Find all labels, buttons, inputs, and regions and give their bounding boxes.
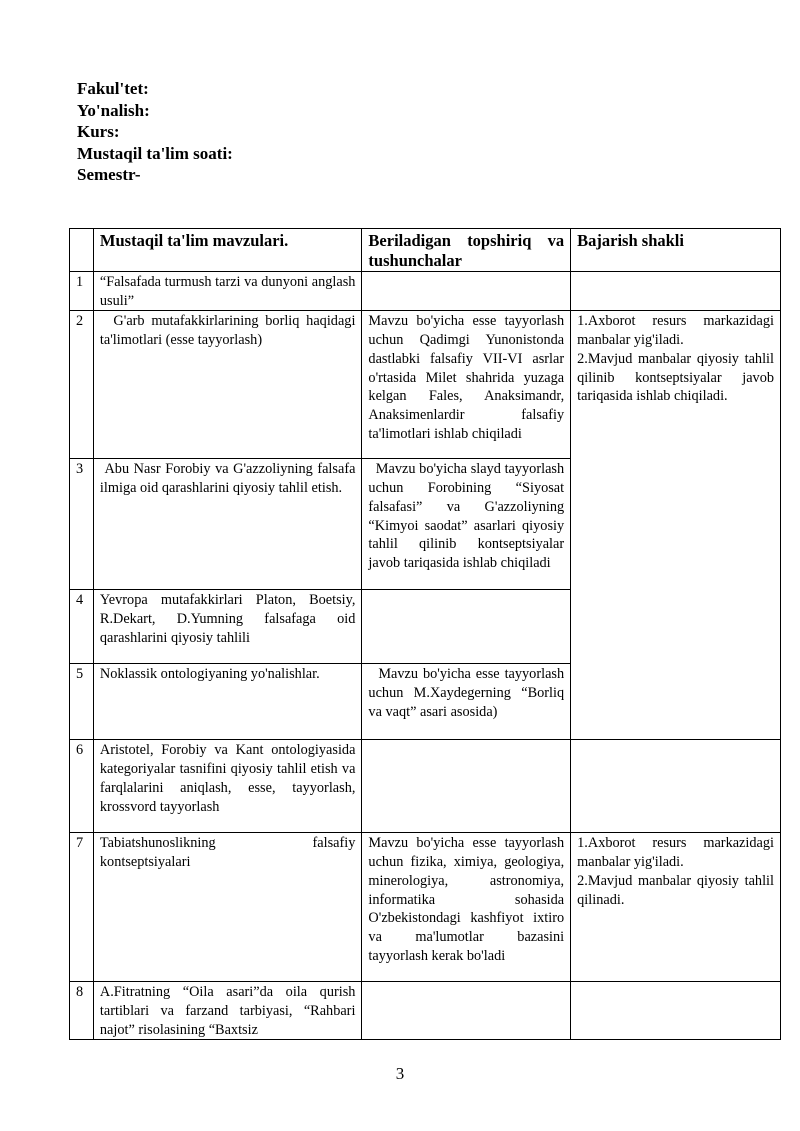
header-number: [70, 229, 94, 272]
row-task: Mavzu bo'yicha esse tayyorlash uchun M.Xaydegerning “Borliq va vaqt” asari asosida): [362, 664, 571, 740]
form-line: 2.Mavjud manbalar qiyosiy tahlil qilinib kontseptsiyalar javob tariqasida ishlab chiqiladi.: [577, 350, 774, 405]
row-topic: Noklassik ontologiyaning yo'nalishlar.: [93, 664, 362, 740]
semester-label: Semestr-: [77, 165, 141, 184]
row-form-group-a: [571, 311, 781, 740]
form-line: 1.Axborot resurs markazidagi manbalar yig'iladi.: [577, 313, 774, 349]
row-topic-text: A.Fitratning “Oila asari”da oila qurish tartiblari va farzand tarbiyasi, “Rahbari najot” risolasining “Baxtsiz: [99, 984, 356, 1038]
row-form-empty: [571, 272, 781, 311]
row-topic: Yevropa mutafakkirlari Platon, Boetsiy, R.Dekart, D.Yumning falsafaga oid qarashlarini qiyosiy tahlili: [93, 590, 362, 664]
row-number: 8: [70, 982, 94, 1040]
faculty-label: Fakul'tet:: [77, 79, 149, 98]
row-form-group-b: [571, 833, 781, 982]
row-topic: “Falsafada turmush tarzi va dunyoni anglash usuli”: [93, 272, 362, 311]
row-number: 7: [70, 833, 94, 982]
row-task: Mavzu bo'yicha slayd tayyorlash uchun Forobining “Siyosat falsafasi” va G'azzoliyning “Kimyoi saodat” asarlari qiyosiy tahlil qilinib kontseptsiyalar javob tariqasida ishlab chiqiladi: [362, 459, 571, 590]
row-number: 6: [70, 740, 94, 833]
row-form: [571, 740, 781, 833]
row-task: Mavzu bo'yicha esse tayyorlash uchun Qadimgi Yunonistonda dastlabki falsafiy VII-VI asrlar o'rtasida Milet shahrida yuzaga kelgan Fales, Anaksimandr, Anaksimenlardir falsafiy ta'limotlari ishlab chiqiladi: [362, 311, 571, 459]
row-task: Mavzu bo'yicha esse tayyorlash uchun fizika, ximiya, geologiya, minerologiya, astronomiya, informatika sohasida O'zbekistondagi kashfiyot ixtiro va ma'lumotlar bazasini tayyorlash kerak bo'ladi: [362, 833, 571, 982]
form-line: 1.Axborot resurs markazidagi manbalar yig'iladi.: [577, 835, 774, 871]
document-header: [77, 78, 233, 186]
row-task: [362, 740, 571, 833]
table-row: [70, 740, 781, 833]
header-topics: Mustaqil ta'lim mavzulari.: [93, 229, 362, 272]
row-topic: G'arb mutafakkirlarining borliq haqidagi ta'limotlari (esse tayyorlash): [93, 311, 362, 459]
row-task: [362, 272, 571, 311]
header-tasks: Beriladigan topshiriq va tushunchalar: [362, 229, 571, 272]
form-line: 2.Mavjud manbalar qiyosiy tahlil qilinadi.: [577, 872, 774, 908]
row-form: [571, 982, 781, 1040]
row-number: 2: [70, 311, 94, 459]
row-number: 3: [70, 459, 94, 590]
table-row: [70, 982, 781, 1040]
row-topic: Tabiatshunoslikning falsafiy kontseptsiyalari: [93, 833, 362, 982]
table-row: [70, 272, 781, 311]
table-row: [70, 311, 781, 459]
row-topic: Aristotel, Forobiy va Kant ontologiyasida kategoriyalar tasnifini qiyosiy tahlil etish va farqlalarini aniqlash, esse, tayyorlash, krossvord tayyorlash: [93, 740, 362, 833]
row-topic: Abu Nasr Forobiy va G'azzoliyning falsafa ilmiga oid qarashlarini qiyosiy tahlil etish.: [93, 459, 362, 590]
row-number: 1: [70, 272, 94, 311]
table-header-row: [70, 229, 781, 272]
row-task: [362, 590, 571, 664]
self-study-table: [69, 228, 781, 1040]
row-number: 4: [70, 590, 94, 664]
row-number: 5: [70, 664, 94, 740]
row-topic: [93, 982, 362, 1040]
course-label: Kurs:: [77, 122, 120, 141]
direction-label: Yo'nalish:: [77, 100, 150, 120]
hours-label: Mustaqil ta'lim soati:: [77, 143, 233, 163]
header-form: Bajarish shakli: [571, 229, 781, 272]
table-row: [70, 833, 781, 982]
page-number: 3: [395, 1064, 405, 1083]
row-task: [362, 982, 571, 1040]
